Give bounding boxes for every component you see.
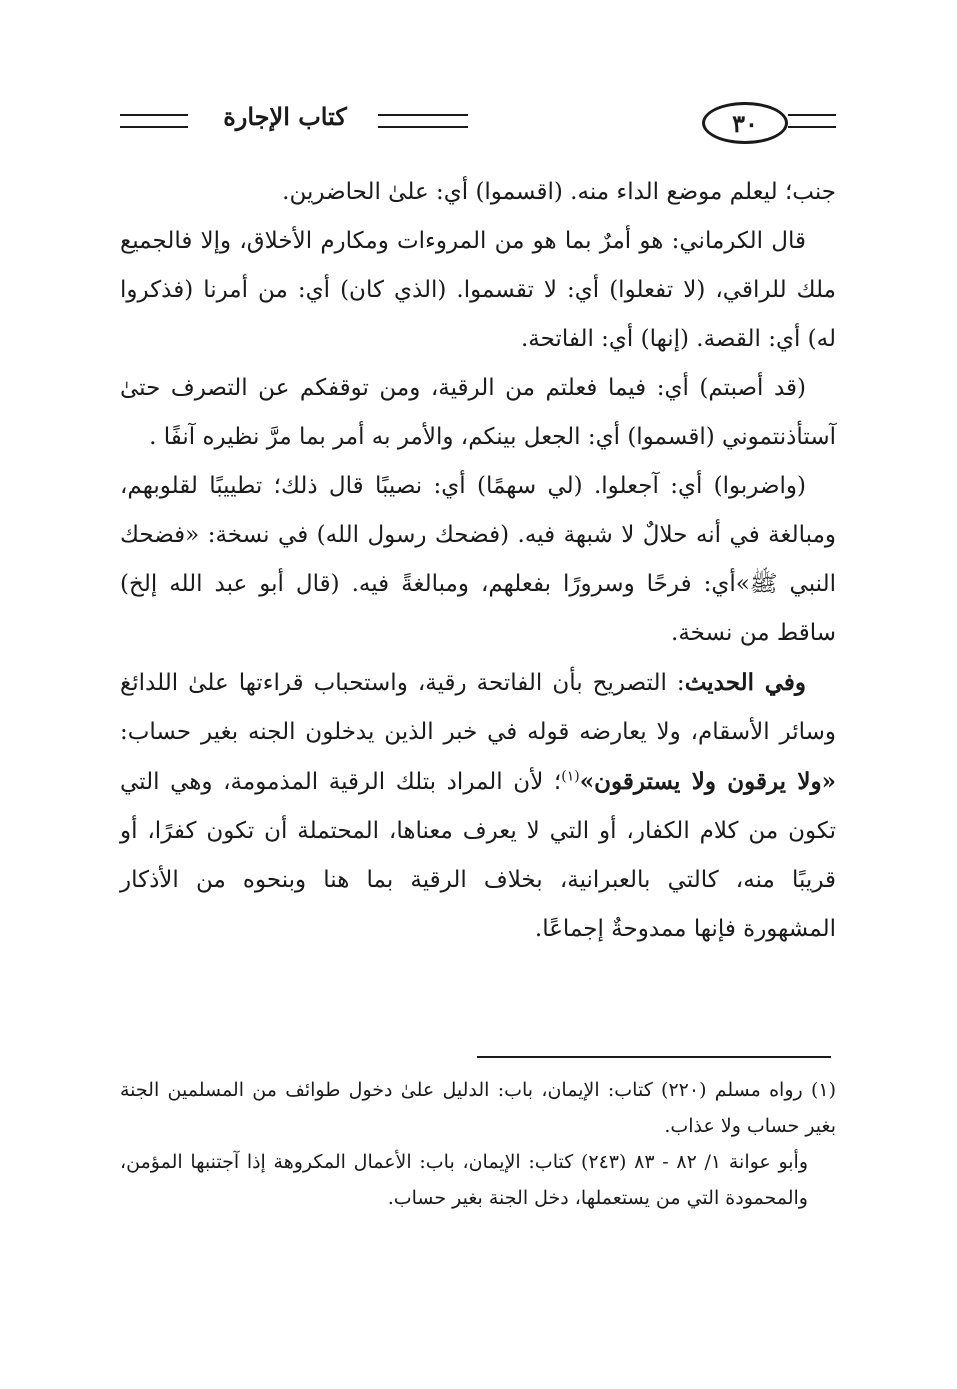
header-rule-right — [788, 114, 836, 128]
paragraph-5-text-a: : التصريح بأن الفاتحة رقية، واستحباب قراءتها علىٰ اللدائغ وسائر الأسقام، ولا يعارضه قوله في خبر الذين يدخلون الجنه بغير حساب: — [120, 670, 836, 745]
footnote-1-continuation: وأبو عوانة ١/ ٨٢ - ٨٣ (٢٤٣) كتاب: الإيمان، باب: الأعمال المكروهة إذا آجتنبها المؤمن، والمحمودة التي من يستعملها، دخل الجنة بغير حساب. — [120, 1151, 809, 1209]
paragraph-2: قال الكرماني: هو أمرٌ بما هو من المروءات ومكارم الأخلاق، وإلا فالجميع ملك للراقي، (لا تفعلوا) أي: لا تقسموا. (الذي كان) أي: من أمرنا (فذكروا له) أي: القصة. (إنها) أي: الفاتحة. — [120, 228, 836, 352]
footnote-separator — [477, 1056, 831, 1058]
paragraph-4: (واضربوا) أي: آجعلوا. (لي سهمًا) أي: نصيبًا قال ذلك؛ تطييبًا لقلوبهم، ومبالغة في أنه حلالٌ لا شبهة فيه. (فضحك رسول الله) في نسخة: «فضحك النبي ﷺ»أي: فرحًا وسرورًا بفعلهم، ومبالغةً فيه. (قال أبو عبد الله إلخ) ساقط من نسخة. — [120, 473, 836, 646]
footnote-1: (١) رواه مسلم (٢٢٠) كتاب: الإيمان، باب: الدليل علىٰ دخول طوائف من المسلمين الجنة بغير حساب ولا عذاب. — [120, 1079, 836, 1137]
hadith-quote: «ولا يرقون ولا يسترقون» — [579, 768, 836, 795]
header-rule-middle — [378, 114, 468, 128]
paragraph-5-lead: وفي الحديث — [684, 669, 806, 696]
footnote-reference[interactable]: (١) — [561, 768, 580, 785]
header-rule-left — [120, 114, 188, 128]
footnotes — [120, 1072, 836, 1216]
paragraph-5 — [120, 658, 836, 954]
paragraph-3: (قد أصبتم) أي: فيما فعلتم من الرقية، ومن توقفكم عن التصرف حتىٰ آستأذنتموني (اقسموا) أي: الجعل بينكم، والأمر به أمر بما مرَّ نظيره آنفًا . — [120, 375, 836, 450]
page-header — [120, 96, 836, 146]
paragraph-1: جنب؛ ليعلم موضع الداء منه. (اقسموا) أي: علىٰ الحاضرين. — [282, 179, 836, 205]
page-number: ٣٠ — [702, 102, 788, 144]
paragraph-5-text-b: ؛ لأن المراد بتلك الرقية المذمومة، وهي التي تكون من كلام الكفار، أو التي لا يعرف معناها، المحتملة أن تكون كفرًا، أو قريبًا منه، كالتي بالعبرانية، بخلاف الرقية بما هنا وبنحوه من الأذكار المشهورة فإنها ممدوحةٌ إجماعًا. — [120, 769, 836, 942]
running-title: كتاب الإجارة — [223, 102, 347, 131]
body-text — [120, 168, 836, 954]
